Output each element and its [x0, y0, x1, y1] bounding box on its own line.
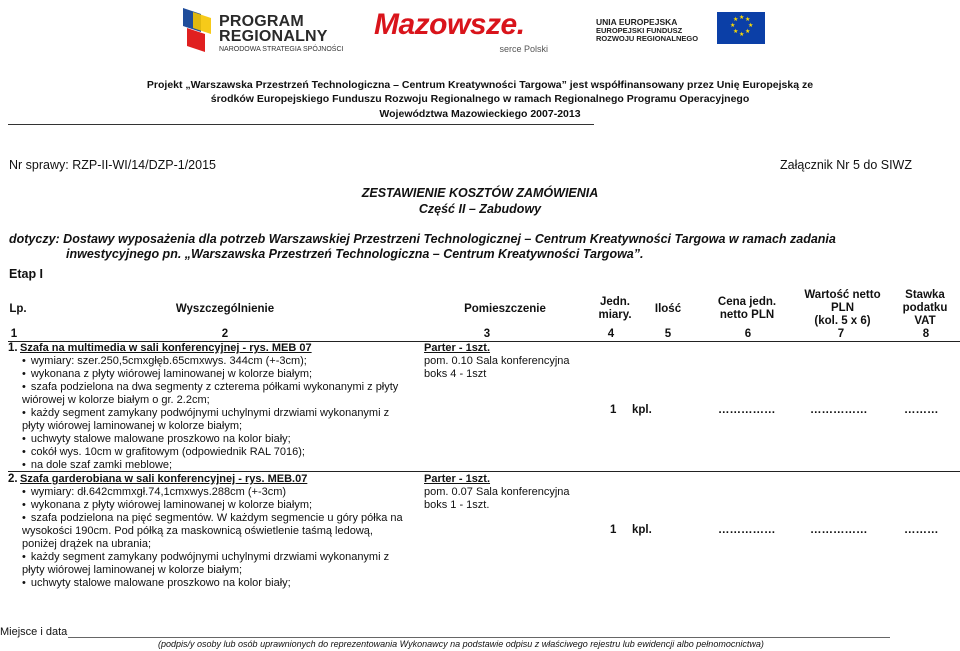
attachment-label: Załącznik Nr 5 do SIWZ [780, 158, 912, 172]
row1-bullet-2: • wykonana z płyty wiórowej laminowanej w kolorze białym; [20, 368, 410, 381]
row1-qty: 1 [610, 404, 617, 416]
row1-bullet-7: • na dole szaf zamki meblowe; [20, 459, 410, 472]
row1-description [20, 342, 410, 472]
header-value-3: (kol. 5 x 6) [814, 315, 871, 327]
row1-price: …………… [718, 404, 776, 416]
header-price-1: Cena jedn. [717, 296, 777, 308]
row1-room-line-1: pom. 0.10 Sala konferencyjna [424, 355, 570, 367]
header-price [702, 296, 792, 322]
row2-value: …………… [810, 524, 868, 536]
row1-vat: ……… [904, 404, 939, 416]
row2-price: …………… [718, 524, 776, 536]
eu-text [596, 18, 698, 44]
subject-line-1: dotyczy: Dostawy wyposażenia dla potrzeb Warszawskiej Przestrzeni Technologicznej – Centrum Kreatywności Targowa w ramach zadania [9, 232, 836, 246]
document-title: ZESTAWIENIE KOSZTÓW ZAMÓWIENIA [361, 186, 599, 200]
svg-text:★: ★ [733, 29, 739, 35]
header-value-1: Wartość netto [804, 289, 881, 301]
row2-bullet-5: • uchwyty stalowe malowane proszkowo na kolor biały; [20, 577, 410, 590]
eu-line2: EUROPEJSKI FUNDUSZ [596, 25, 683, 35]
subject-paragraph [9, 232, 921, 262]
svg-text:★: ★ [739, 15, 745, 21]
mazowsze-logo [374, 10, 554, 60]
row1-bullet-3: • szafa podzielona na dwa segmenty z czterema półkami wykonanymi z płyty wiórowej w kolorze białym o gr. 2.2cm; [20, 381, 410, 407]
project-line-1: Projekt „Warszawska Przestrzeń Technologiczna – Centrum Kreatywności Targowa” jest współfinansowany przez Unię Europejską ze [146, 79, 814, 91]
col-number-5: 5 [664, 328, 672, 340]
mazowsze-sub: serce Polski [499, 44, 548, 54]
col-number-8: 8 [922, 328, 930, 340]
eu-line1: UNIA EUROPEJSKA [596, 17, 678, 27]
svg-text:★: ★ [733, 17, 739, 23]
header-unit [590, 296, 640, 322]
row2-room [424, 473, 589, 512]
row1-value: …………… [810, 404, 868, 416]
svg-text:★: ★ [739, 32, 745, 38]
svg-text:★: ★ [745, 29, 751, 35]
col-number-7: 7 [837, 328, 845, 340]
header-description: Wyszczególnienie [175, 303, 275, 315]
row2-room-line-1: pom. 0.07 Sala konferencyjna [424, 486, 570, 498]
document-subtitle: Część II – Zabudowy [418, 202, 542, 216]
row1-bullet-6: • cokół wys. 10cm w grafitowym (odpowiednik RAL 7016); [20, 446, 410, 459]
header-value [795, 289, 890, 328]
row1-room [424, 342, 589, 381]
col-number-1: 1 [10, 328, 18, 340]
project-line-3: Województwa Mazowieckiego 2007-2013 [379, 108, 581, 120]
program-line3: NARODOWA STRATEGIA SPÓJNOŚCI [219, 46, 344, 53]
project-line-2: środków Europejskiego Funduszu Rozwoju Regionalnego w ramach Regionalnego Programu Operacyjnego [210, 93, 750, 105]
header-room: Pomieszczenie [464, 303, 546, 315]
header-value-2: PLN [831, 302, 854, 314]
eu-logo [596, 8, 776, 58]
header-divider [8, 124, 594, 125]
signature-line [68, 637, 890, 638]
row2-qty: 1 [610, 524, 617, 536]
eu-line3: ROZWOJU REGIONALNEGO [596, 34, 699, 43]
program-line2: REGIONALNY [219, 28, 328, 45]
row2-unit: kpl. [632, 524, 652, 536]
signature-caption: (podpis/y osoby lub osób uprawnionych do reprezentowania Wykonawcy na podstawie odpisu z właściwego rejestru lub ewidencji albo pełnomocnictwa) [158, 639, 764, 649]
row2-bullet-1: • wymiary: dł.642cmmxgł.74,1cmxwys.288cm (+-3cm) [20, 486, 410, 499]
col-number-3: 3 [483, 328, 491, 340]
program-regionalny-logo [183, 6, 358, 56]
col-number-4: 4 [607, 328, 615, 340]
row2-room-title: Parter - 1szt. [424, 473, 491, 485]
row2-description [20, 473, 410, 590]
stage-label: Etap I [9, 267, 44, 281]
row2-room-line-2: boks 1 - 1szt. [424, 499, 490, 511]
col-number-2: 2 [221, 328, 229, 340]
subject-line-2: inwestycyjnego pn. „Warszawska Przestrzeń Technologiczna – Centrum Kreatywności Targowa”. [66, 247, 644, 261]
row1-title: Szafa na multimedia w sali konferencyjnej - rys. MEB 07 [20, 342, 312, 354]
header-vat-2: podatku [902, 302, 948, 314]
svg-text:★: ★ [730, 23, 736, 29]
header-unit-1: Jedn. [599, 296, 631, 308]
row2-vat: ……… [904, 524, 939, 536]
eu-flag-icon [717, 12, 765, 44]
case-number: Nr sprawy: RZP-II-WI/14/DZP-1/2015 [9, 158, 216, 172]
col-number-6: 6 [744, 328, 752, 340]
row1-unit: kpl. [632, 404, 652, 416]
place-date-label: Miejsce i data [0, 626, 68, 638]
program-flag-icon [183, 8, 213, 52]
header-qty: Ilość [654, 303, 682, 315]
header-vat-3: VAT [914, 315, 936, 327]
mazowsze-text: Mazowsze. [374, 8, 525, 41]
header-vat-1: Stawka [905, 289, 945, 301]
row2-bullet-2: • wykonana z płyty wiórowej laminowanej w kolorze białym; [20, 499, 410, 512]
header-price-2: netto PLN [719, 309, 775, 321]
header-lp: Lp. [9, 303, 27, 315]
svg-text:★: ★ [748, 23, 754, 29]
row1-room-line-2: boks 4 - 1szt [424, 368, 487, 380]
header-vat [890, 289, 960, 328]
row1-bullet-5: • uchwyty stalowe malowane proszkowo na kolor biały; [20, 433, 410, 446]
header-unit-2: miary. [598, 309, 632, 321]
table-rule-2 [8, 471, 960, 472]
row2-lp: 2. [8, 473, 18, 485]
row1-bullet-4: • każdy segment zamykany podwójnymi uchylnymi drzwiami wykonanymi z płyty wiórowej laminowanej w kolorze białym; [20, 407, 410, 433]
row2-bullet-4: • każdy segment zamykany podwójnymi uchylnymi drzwiami wykonanymi z płyty wiórowej laminowanej w kolorze białym; [20, 551, 410, 577]
svg-text:★: ★ [745, 17, 751, 23]
row2-bullet-3: • szafa podzielona na pięć segmentów. W każdym segmencie u góry półka na wysokości 190cm. Pod półką za maskownicą oświetlenie taśmą ledową, poniżej drążek na ubrania; [20, 512, 410, 551]
row2-title: Szafa garderobiana w sali konferencyjnej - rys. MEB.07 [20, 473, 308, 485]
row1-bullet-1: • wymiary: szer.250,5cmxgłęb.65cmxwys. 344cm (+-3cm); [20, 355, 410, 368]
row1-lp: 1. [8, 342, 18, 354]
program-line1: PROGRAM [219, 13, 304, 30]
row1-room-title: Parter - 1szt. [424, 342, 491, 354]
